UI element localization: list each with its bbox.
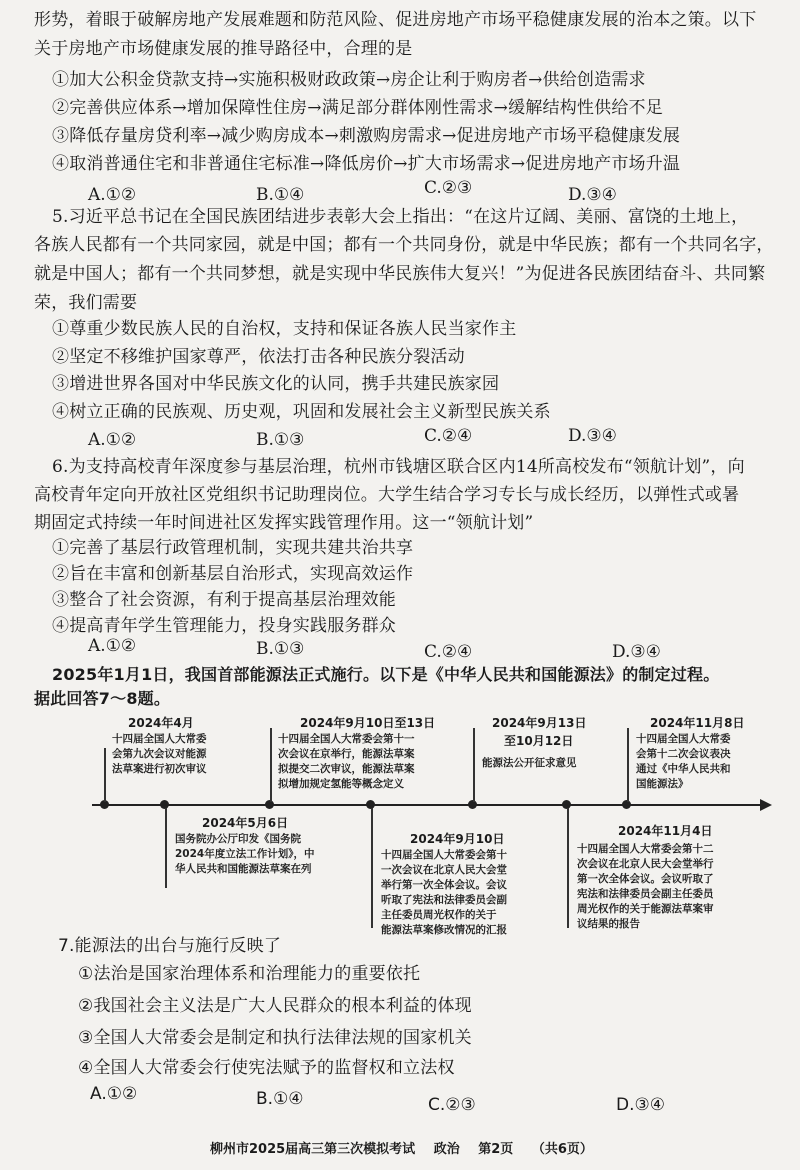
event-text: 能源法公开征求意见	[482, 757, 577, 769]
timeline-tick	[165, 808, 167, 888]
q7-option-a: A.①②	[90, 1084, 138, 1104]
legislation-timeline	[0, 706, 800, 936]
q5-option-d: D.③④	[568, 426, 617, 446]
q4-item: ②完善供应体系→增加保障性住房→满足部分群体刚性需求→缓解结构性供给不足	[52, 98, 663, 118]
q4-option-b: B.①④	[256, 185, 305, 205]
q6-item: ②旨在丰富和创新基层自治形式，实现高效运作	[52, 564, 414, 584]
q5-stem-line: 5.习近平总书记在全国民族团结进步表彰大会上指出：“在这片辽阔、美丽、富饶的土地上，	[52, 207, 749, 227]
event-text: 十四届全国人大常委 会第九次会议对能源 法草案进行初次审议	[112, 733, 207, 775]
q7-item: ①法治是国家治理体系和治理能力的重要依托	[78, 964, 421, 984]
q4-option-d: D.③④	[568, 185, 617, 205]
q4-item: ③降低存量房贷利率→减少购房成本→刺激购房需求→促进房地产市场平稳健康发展	[52, 126, 681, 146]
q6-option-d: D.③④	[612, 642, 661, 662]
timeline-tick	[473, 728, 475, 802]
event-date: 2024年11月8日	[650, 716, 745, 730]
q6-item: ④提高青年学生管理能力，投身实践服务群众	[52, 616, 396, 636]
event-text: 十四届全国人大常委会第十二 次会议在北京人民大会堂举行 第一次全体会议。会议听取了 宪法和法律委员会副主任委员 周光权作的关于能源法草案审 议结果的报告	[577, 843, 714, 930]
q6-option-c: C.②④	[424, 642, 473, 662]
timeline-axis	[92, 804, 764, 806]
event-date: 2024年5月6日	[202, 816, 289, 830]
intro-line: 据此回答7～8题。	[34, 689, 171, 708]
q5-item: ④树立正确的民族观、历史观，巩固和发展社会主义新型民族关系	[52, 402, 551, 422]
event-text: 十四届全国人大常委会第十 一次会议在北京人民大会堂 举行第一次全体会议。会议 听取了宪法和法律委员会副 主任委员周光权作的关于 能源法草案修改情况的汇报	[381, 849, 507, 936]
q5-option-b: B.①③	[256, 430, 305, 450]
intro-line: 2025年1月1日，我国首部能源法正式施行。以下是《中华人民共和国能源法》的制定过程。	[52, 665, 720, 684]
timeline-arrow-icon	[760, 799, 772, 811]
q6-item: ③整合了社会资源，有利于提高基层治理效能	[52, 590, 396, 610]
q7-option-c: C.②③	[428, 1095, 476, 1115]
q5-item: ③增进世界各国对中华民族文化的认同，携手共建民族家园	[52, 374, 500, 394]
footer-total-pages: （共6页）	[531, 1142, 593, 1157]
timeline-tick	[371, 808, 373, 928]
page-footer	[210, 1138, 607, 1157]
q4-stem-line: 形势，着眼于破解房地产发展难题和防范风险、促进房地产市场平稳健康发展的治本之策。以下	[34, 10, 757, 30]
event-date: 2024年9月13日	[492, 716, 587, 730]
q6-item: ①完善了基层行政管理机制，实现共建共治共享	[52, 538, 414, 558]
q5-option-a: A.①②	[88, 430, 137, 450]
event-date: 2024年11月4日	[618, 824, 713, 838]
q4-stem-line: 关于房地产市场健康发展的推导路径中，合理的是	[34, 39, 413, 59]
q7-item: ④全国人大常委会行使宪法赋予的监督权和立法权	[78, 1058, 455, 1078]
q5-stem-line: 荣，我们需要	[34, 293, 138, 313]
q5-stem-line: 就是中国人；都有一个共同梦想，就是实现中华民族伟大复兴！”为促进各民族团结奋斗、共同繁	[34, 264, 766, 284]
q6-stem-line: 期固定式持续一年时间进社区发挥实践管理作用。这一“领航计划”	[34, 513, 534, 533]
q6-stem-line: 6.为支持高校青年深度参与基层治理，杭州市钱塘区联合区内14所高校发布“领航计划”，向	[52, 457, 745, 477]
event-date: 至10月12日	[504, 734, 574, 748]
q7-option-d: D.③④	[616, 1095, 665, 1115]
footer-exam-title: 柳州市2025届高三第三次模拟考试	[210, 1142, 416, 1157]
event-date: 2024年4月	[128, 716, 194, 730]
q7-stem: 7.能源法的出台与施行反映了	[58, 936, 282, 956]
event-text: 国务院办公厅印发《国务院 2024年度立法工作计划》，中 华人民共和国能源法草案在列	[175, 833, 315, 875]
q7-option-b: B.①④	[256, 1089, 304, 1109]
q5-stem-line: 各族人民都有一个共同家园，就是中国；都有一个共同身份，就是中华民族；都有一个共同名字，	[34, 235, 774, 255]
q4-item: ④取消普通住宅和非普通住宅标准→降低房价→扩大市场需求→促进房地产市场升温	[52, 154, 681, 174]
q6-stem-line: 高校青年定向开放社区党组织书记助理岗位。大学生结合学习专长与成长经历，以弹性式或暑	[34, 485, 740, 505]
footer-page-number: 第2页	[478, 1142, 514, 1157]
q5-option-c: C.②④	[424, 426, 473, 446]
event-date: 2024年9月10日	[410, 832, 505, 846]
q7-item: ③全国人大常委会是制定和执行法律法规的国家机关	[78, 1028, 472, 1048]
q4-option-c: C.②③	[424, 178, 473, 198]
q4-option-a: A.①②	[88, 185, 137, 205]
q6-option-a: A.①②	[88, 636, 137, 656]
timeline-tick	[627, 728, 629, 802]
q4-item: ①加大公积金贷款支持→实施积极财政政策→房企让利于购房者→供给创造需求	[52, 70, 646, 90]
event-text: 十四届全国人大常委 会第十二次会议表决 通过《中华人民共和 国能源法》	[636, 733, 731, 790]
timeline-tick	[270, 728, 272, 802]
q5-item: ①尊重少数民族人民的自治权，支持和保证各族人民当家作主	[52, 319, 517, 339]
footer-subject: 政治	[433, 1142, 460, 1157]
q5-item: ②坚定不移维护国家尊严，依法打击各种民族分裂活动	[52, 347, 465, 367]
event-text: 十四届全国人大常委会第十一 次会议在京举行，能源法草案 拟提交二次审议，能源法草案 拟增加规定氢能等概念定义	[278, 733, 415, 790]
timeline-tick	[104, 748, 106, 802]
event-date: 2024年9月10日至13日	[300, 716, 436, 730]
q6-option-b: B.①③	[256, 639, 305, 659]
q7-item: ②我国社会主义法是广大人民群众的根本利益的体现	[78, 996, 472, 1016]
timeline-tick	[567, 808, 569, 928]
